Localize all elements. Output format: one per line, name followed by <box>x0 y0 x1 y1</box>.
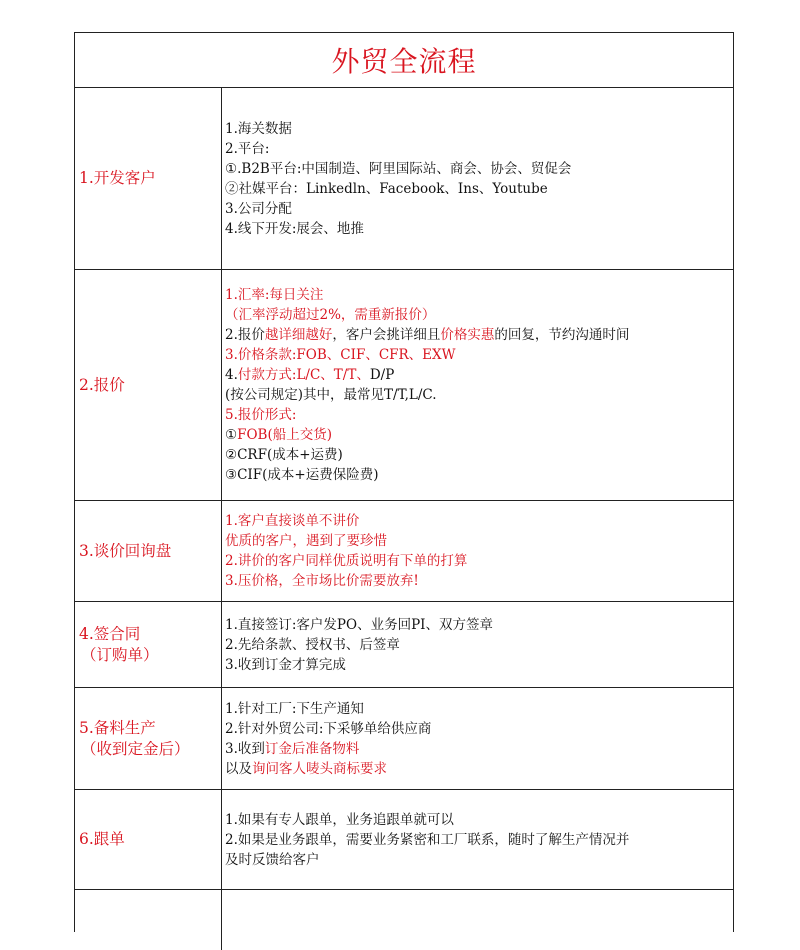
table-row-production <box>75 688 733 790</box>
row-label: 6.跟单 <box>75 790 222 889</box>
row-label: 5.备料生产 （收到定金后） <box>75 688 222 789</box>
row-content: 1.汇率:每日关注 （汇率浮动超过2%，需重新报价） 2.报价越详细越好，客户会挑详细且价格实惠的回复，节约沟通时间 3.价格条款:FOB、CIF、CFR、EXW 4.付款方式:L/C、T/T、D/P (按公司规定)其中，最常见T/T,L/C. 5.报价形式: ①FOB(船上交货) ②CRF(成本+运费) ③CIF(成本+运费保险费) <box>225 287 630 483</box>
table-row-negotiate <box>75 501 733 602</box>
row-label: 2.报价 <box>75 270 222 500</box>
row-content: 1.直接签订:客户发PO、业务回PI、双方签章 2.先给条款、授权书、后签章 3.收到订金才算完成 <box>225 616 493 673</box>
table-row-next <box>75 890 733 950</box>
row-label: 3.谈价回询盘 <box>75 501 222 601</box>
page-title: 外贸全流程 <box>75 33 733 88</box>
table-row-develop-clients <box>75 88 733 270</box>
row-content: 1.客户直接谈单不讲价 优质的客户，遇到了要珍惜 2.讲价的客户同样优质说明有下单的打算 3.压价格，全市场比价需要放弃! <box>225 513 468 589</box>
row-content: 1.如果有专人跟单，业务追跟单就可以 2.如果是业务跟单，需要业务紧密和工厂联系，随时了解生产情况并 及时反馈给客户 <box>225 811 630 868</box>
table-row-contract <box>75 602 733 688</box>
row-content <box>222 890 733 950</box>
table-row-quotation <box>75 270 733 501</box>
process-table <box>74 32 734 932</box>
table-row-follow-up <box>75 790 733 890</box>
row-content: 1.针对工厂:下生产通知 2.针对外贸公司:下采够单给供应商 3.收到订金后准备物料 以及询问客人唛头商标要求 <box>225 700 432 777</box>
row-content: 1.海关数据 2.平台: ①.B2B平台:中国制造、阿里国际站、商会、协会、贸促会 ②社媒平台：Linkedln、Facebook、Ins、Youtube 3.公司分配 4.线下开发:展会、地推 <box>225 120 572 237</box>
row-label <box>75 890 222 950</box>
row-label: 4.签合同 （订购单） <box>75 602 222 687</box>
row-label: 1.开发客户 <box>75 88 222 269</box>
